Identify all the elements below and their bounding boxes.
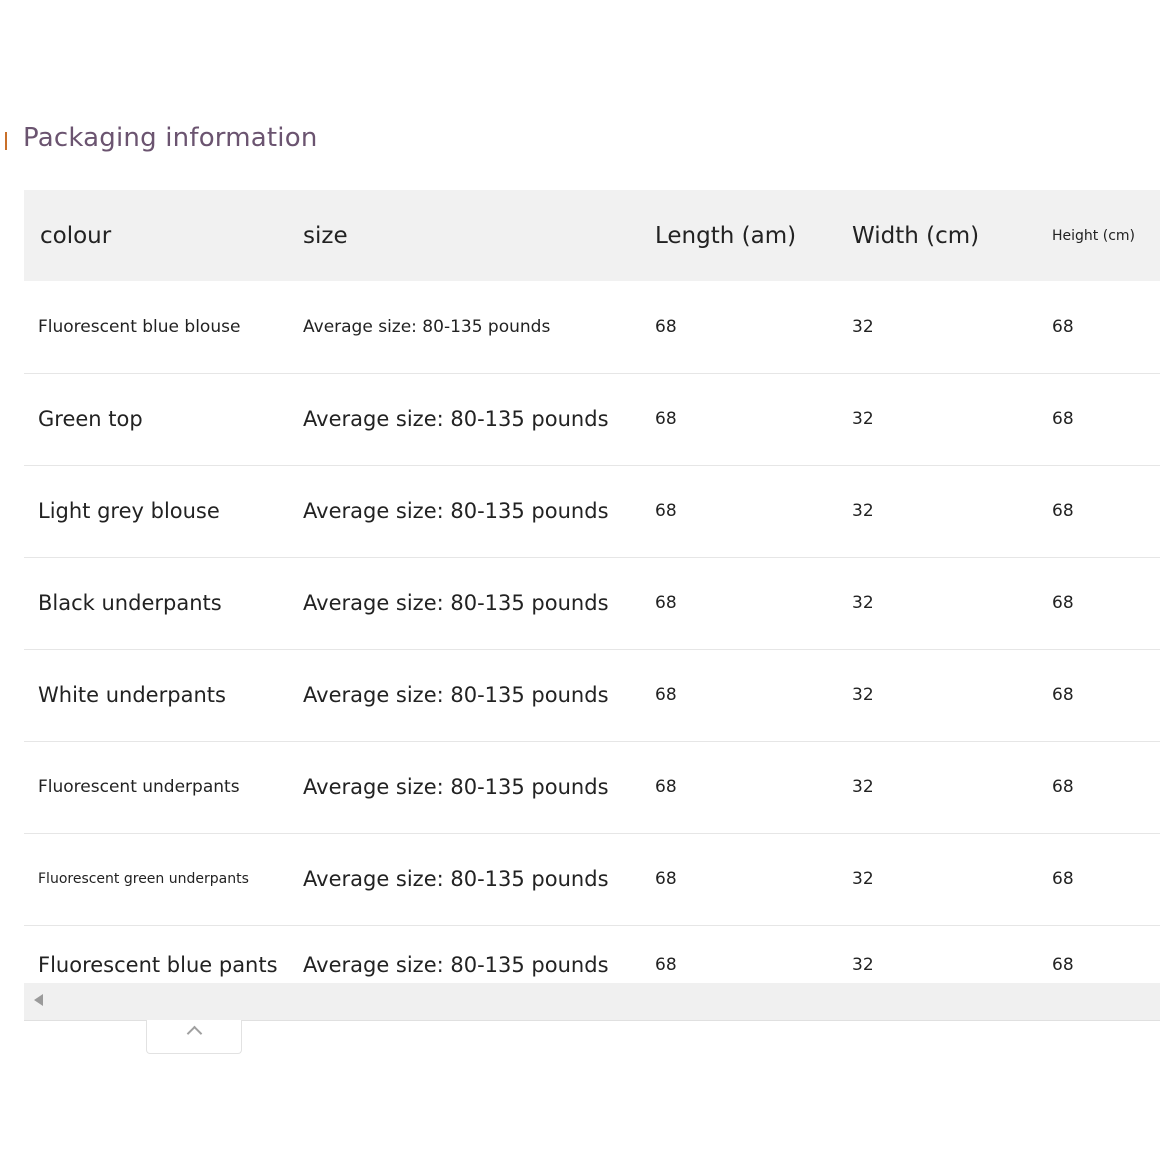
cell-width: 32 bbox=[852, 316, 874, 337]
cell-width: 32 bbox=[852, 593, 874, 613]
table-row bbox=[24, 741, 1160, 833]
header-length: Length (am) bbox=[655, 222, 797, 249]
cell-width: 32 bbox=[852, 409, 874, 429]
cell-colour: Fluorescent underpants bbox=[38, 777, 240, 797]
cell-size: Average size: 80-135 pounds bbox=[303, 867, 609, 891]
cell-height: 68 bbox=[1052, 685, 1074, 705]
section-header bbox=[0, 118, 318, 158]
cell-length: 68 bbox=[655, 869, 677, 889]
header-height: Height (cm) bbox=[1052, 227, 1135, 244]
cell-size: Average size: 80-135 pounds bbox=[303, 316, 551, 337]
horizontal-scrollbar[interactable] bbox=[24, 983, 1160, 1021]
header-width: Width (cm) bbox=[852, 222, 980, 249]
chevron-up-icon bbox=[187, 1026, 203, 1042]
table-row bbox=[24, 373, 1160, 465]
cell-colour: Green top bbox=[38, 407, 143, 431]
cell-colour: Fluorescent blue pants bbox=[38, 953, 278, 978]
packaging-table bbox=[24, 190, 1160, 1005]
cell-height: 68 bbox=[1052, 501, 1074, 521]
section-accent-bar bbox=[5, 132, 7, 150]
cell-size: Average size: 80-135 pounds bbox=[303, 775, 609, 799]
section-title: Packaging information bbox=[23, 123, 318, 153]
cell-width: 32 bbox=[852, 955, 874, 976]
cell-height: 68 bbox=[1052, 593, 1074, 613]
cell-height: 68 bbox=[1052, 955, 1074, 976]
table-row bbox=[24, 281, 1160, 373]
back-to-top-button[interactable] bbox=[146, 1020, 242, 1054]
cell-length: 68 bbox=[655, 777, 677, 797]
cell-length: 68 bbox=[655, 685, 677, 705]
table-row bbox=[24, 465, 1160, 557]
cell-size: Average size: 80-135 pounds bbox=[303, 499, 609, 523]
cell-length: 68 bbox=[655, 593, 677, 613]
cell-height: 68 bbox=[1052, 777, 1074, 797]
cell-size: Average size: 80-135 pounds bbox=[303, 591, 609, 615]
cell-length: 68 bbox=[655, 501, 677, 521]
cell-colour: White underpants bbox=[38, 683, 226, 707]
cell-size: Average size: 80-135 pounds bbox=[303, 683, 609, 707]
cell-width: 32 bbox=[852, 869, 874, 889]
cell-width: 32 bbox=[852, 501, 874, 521]
cell-colour: Fluorescent blue blouse bbox=[38, 316, 241, 337]
table-row bbox=[24, 557, 1160, 649]
cell-height: 68 bbox=[1052, 869, 1074, 889]
cell-size: Average size: 80-135 pounds bbox=[303, 953, 609, 978]
cell-width: 32 bbox=[852, 685, 874, 705]
header-colour: colour bbox=[40, 222, 112, 249]
table-row bbox=[24, 649, 1160, 741]
cell-size: Average size: 80-135 pounds bbox=[303, 407, 609, 431]
cell-width: 32 bbox=[852, 777, 874, 797]
cell-height: 68 bbox=[1052, 409, 1074, 429]
cell-colour: Black underpants bbox=[38, 591, 222, 615]
cell-colour: Fluorescent green underpants bbox=[38, 871, 249, 887]
cell-length: 68 bbox=[655, 409, 677, 429]
cell-colour: Light grey blouse bbox=[38, 499, 220, 523]
table-row bbox=[24, 833, 1160, 925]
table-header-row bbox=[24, 190, 1160, 281]
cell-length: 68 bbox=[655, 955, 677, 976]
cell-height: 68 bbox=[1052, 316, 1074, 337]
cell-length: 68 bbox=[655, 316, 677, 337]
header-size: size bbox=[303, 222, 348, 249]
caret-left-icon[interactable] bbox=[34, 994, 43, 1006]
packaging-table-container bbox=[24, 190, 1160, 1021]
